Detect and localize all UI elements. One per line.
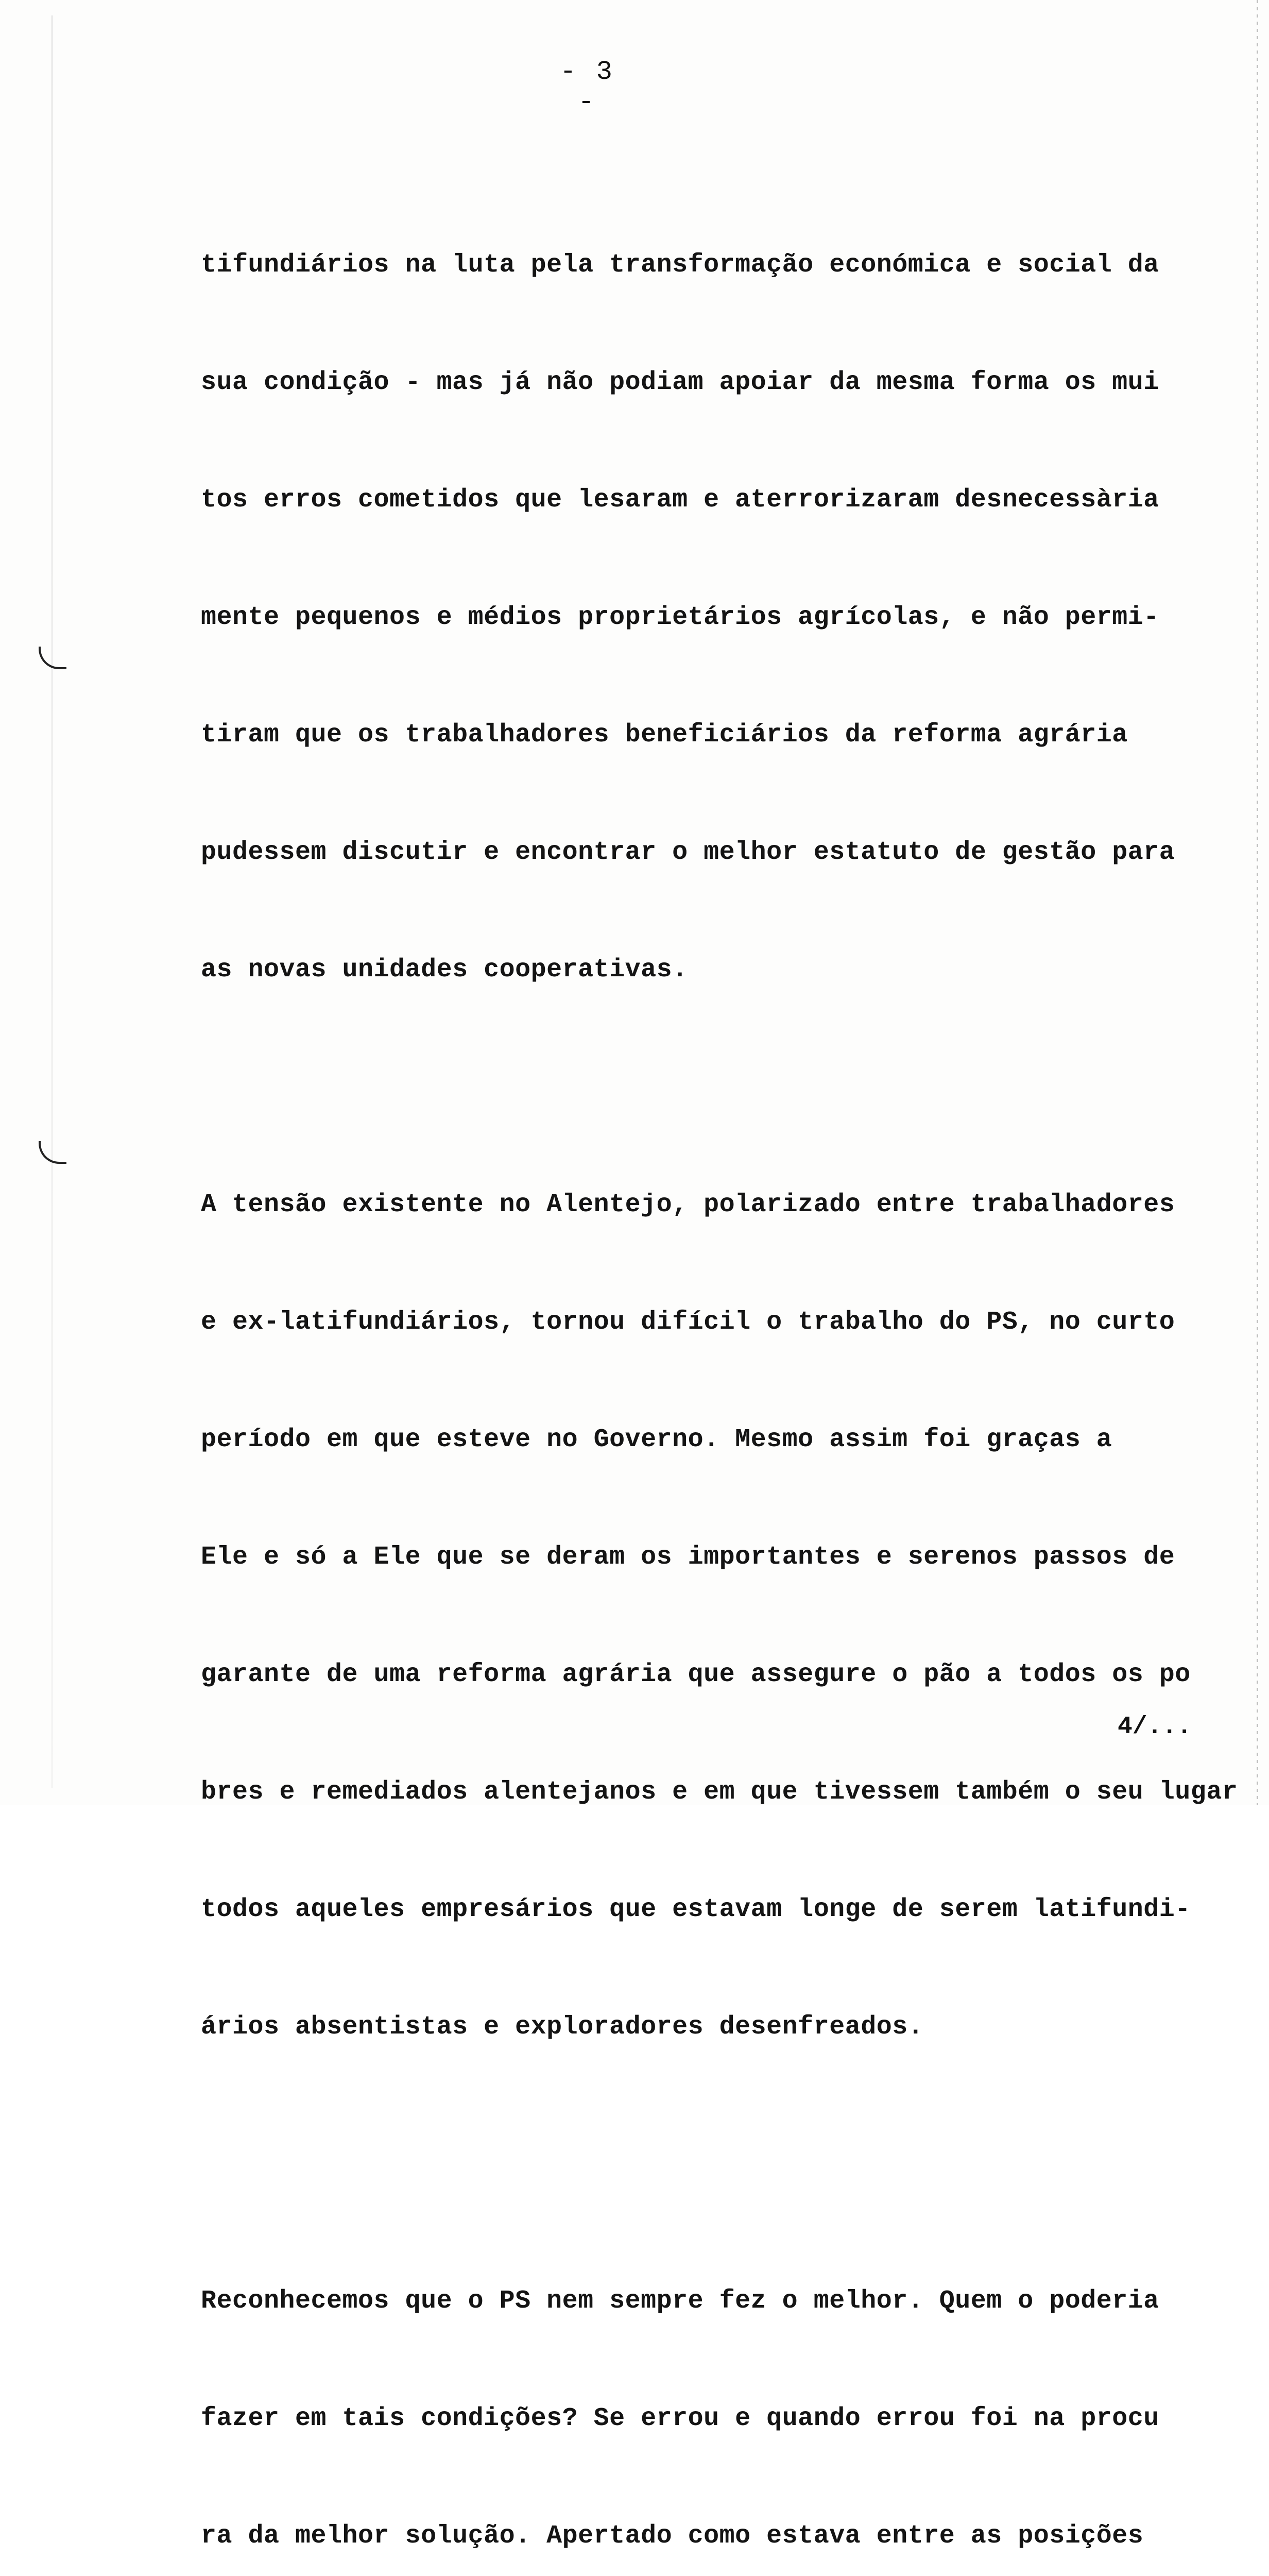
continuation-marker: 4/... <box>1118 1713 1192 1741</box>
paragraph-1 <box>201 167 1210 1068</box>
margin-bracket-mark <box>39 1141 66 1164</box>
paragraph-2 <box>201 1107 1238 2125</box>
left-margin-rule <box>52 15 53 1788</box>
paragraph-3 <box>201 2204 1210 2576</box>
text-line: todos aqueles empresários que estavam longe de serem latifundi- <box>201 1895 1191 1924</box>
text-line: fazer em tais condições? Se errou e quando errou foi na procu <box>201 2404 1159 2433</box>
text-line: ra da melhor solução. Apertado como estava entre as posições <box>201 2521 1144 2551</box>
page-number: - 3 - <box>560 57 614 117</box>
text-line: A tensão existente no Alentejo, polarizado entre trabalhadores <box>201 1190 1175 1219</box>
text-line: sua condição - mas já não podiam apoiar da mesma forma os mui <box>201 368 1159 397</box>
text-line: garante de uma reforma agrária que assegure o pão a todos os po <box>201 1660 1191 1689</box>
text-line: Ele e só a Ele que se deram os importantes e serenos passos de <box>201 1543 1175 1572</box>
text-line: tiram que os trabalhadores beneficiários da reforma agrária <box>201 720 1128 750</box>
text-line: mente pequenos e médios proprietários agrícolas, e não permi- <box>201 603 1159 632</box>
text-line: tos erros cometidos que lesaram e aterrorizaram desnecessària <box>201 485 1159 515</box>
text-line: as novas unidades cooperativas. <box>201 955 688 985</box>
text-line: tifundiários na luta pela transformação económica e social da <box>201 250 1159 280</box>
text-line: período em que esteve no Governo. Mesmo assim foi graças a <box>201 1425 1112 1454</box>
text-line: e ex-latifundiários, tornou difícil o trabalho do PS, no curto <box>201 1308 1175 1337</box>
right-edge-rule <box>1257 0 1258 1805</box>
body-text <box>201 167 1238 2576</box>
text-line: bres e remediados alentejanos e em que tivessem também o seu lugar <box>201 1777 1238 1807</box>
text-line: Reconhecemos que o PS nem sempre fez o melhor. Quem o poderia <box>201 2286 1159 2316</box>
text-line: ários absentistas e exploradores desenfreados. <box>201 2012 924 2042</box>
text-line: pudessem discutir e encontrar o melhor estatuto de gestão para <box>201 838 1175 867</box>
margin-bracket-mark <box>39 647 66 669</box>
